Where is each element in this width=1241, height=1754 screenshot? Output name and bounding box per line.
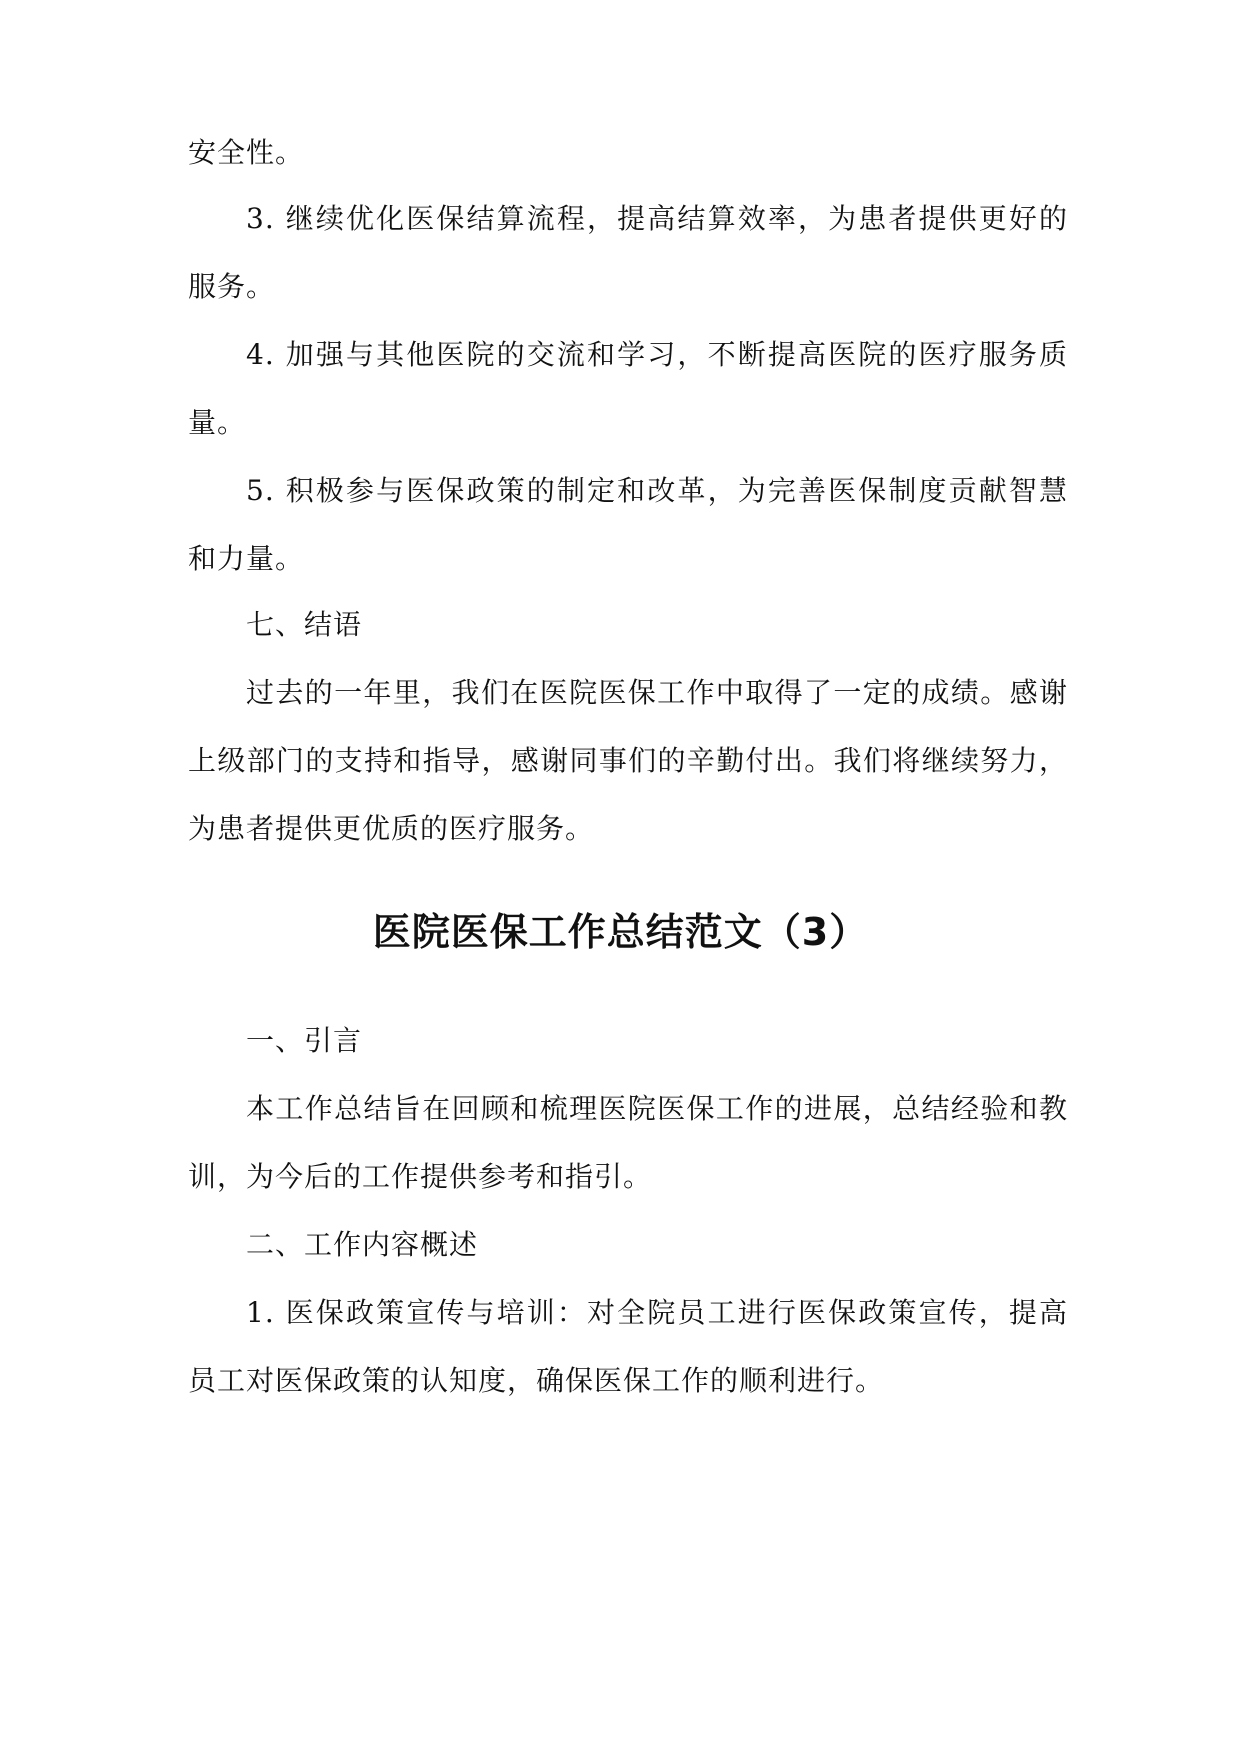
section-heading: 一、引言: [246, 1024, 363, 1057]
paragraph-line: 过去的一年里，我们在医院医保工作中取得了一定的成绩。感谢: [246, 676, 1068, 709]
paragraph-line: 本工作总结旨在回顾和梳理医院医保工作的进展，总结经验和教: [246, 1092, 1068, 1125]
section-heading: 七、结语: [246, 608, 363, 641]
section-heading: 二、工作内容概述: [246, 1228, 479, 1261]
paragraph-line: 服务。: [188, 270, 276, 303]
paragraph-line: 训，为今后的工作提供参考和指引。: [188, 1160, 653, 1193]
paragraph-line: 上级部门的支持和指导，感谢同事们的辛勤付出。我们将继续努力，: [188, 744, 1068, 777]
paragraph-line: 为患者提供更优质的医疗服务。: [188, 812, 595, 845]
paragraph-line: 员工对医保政策的认知度，确保医保工作的顺利进行。: [188, 1364, 885, 1397]
list-item-4-line: 4. 加强与其他医院的交流和学习，不断提高医院的医疗服务质: [246, 338, 1068, 371]
list-item-1-line: 1. 医保政策宣传与培训：对全院员工进行医保政策宣传，提高: [246, 1296, 1068, 1329]
list-item-5-line: 5. 积极参与医保政策的制定和改革，为完善医保制度贡献智慧: [246, 474, 1068, 507]
document-title: 医院医保工作总结范文（3）: [372, 910, 869, 954]
list-item-3-line: 3. 继续优化医保结算流程，提高结算效率，为患者提供更好的: [246, 202, 1068, 235]
paragraph-line: 安全性。: [188, 136, 305, 169]
paragraph-line: 和力量。: [188, 542, 305, 575]
paragraph-line: 量。: [188, 406, 247, 439]
